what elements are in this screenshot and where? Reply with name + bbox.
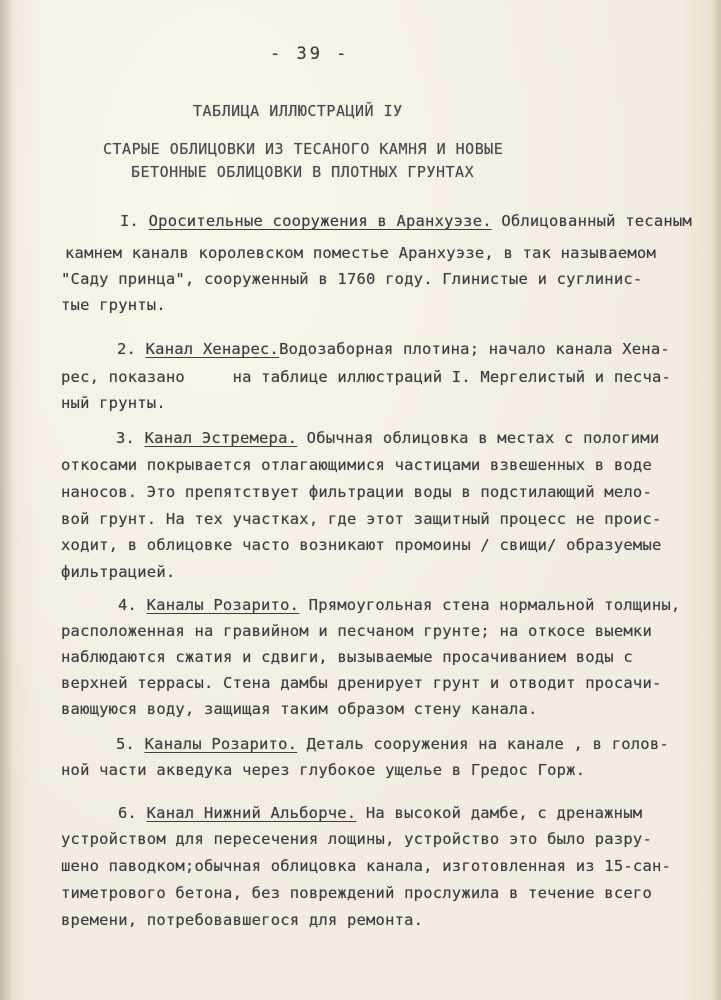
paragraph-3-line-6: фильтрацией. (61, 563, 176, 581)
paragraph-2-line-1 (117, 340, 670, 358)
paragraph-2-line-3: ный грунты. (61, 394, 166, 412)
paragraph-1-line-1 (120, 212, 692, 230)
paragraph-6-line-5: времени, потребовавшегося для ремонта. (61, 911, 424, 929)
binding-shadow (0, 0, 14, 1000)
subtitle-line-2: БЕТОННЫЕ ОБЛИЦОВКИ В ПЛОТНЫХ ГРУНТАХ (131, 163, 475, 181)
paragraph-5-text: Деталь сооружения на канале , в голов- (297, 735, 669, 753)
paragraph-3-text: Обычная облицовка в местах с пологими (297, 429, 660, 447)
paragraph-4-number: 4. (118, 596, 138, 614)
table-title: ТАБЛИЦА ИЛЛЮСТРАЦИЙ IУ (193, 102, 403, 120)
paragraph-5-line-2: ной части акведука через глубокое ущелье в Гредос Горж. (61, 761, 586, 779)
paragraph-3-line-5: ходит, в облицовке часто возникают промоины / свищи/ образуемые (61, 536, 662, 554)
paragraph-1-text: Облицованный тесаным (491, 212, 692, 230)
paragraph-1-line-2: камнем каналв королевском поместье Аранхуэзе, в так называемом (65, 244, 656, 262)
paragraph-5-number: 5. (116, 735, 136, 753)
paragraph-6-line-3: шено паводком;обычная облицовка канала, изготовленная из 15-сан- (61, 857, 672, 875)
paragraph-6-line-4: тиметрового бетона, без повреждений прослужила в течение всего (61, 884, 652, 902)
paragraph-4-line-2: расположенная на гравийном и песчаном грунте; на откосе выемки (61, 622, 652, 640)
paragraph-6-title: Канал Нижний Альборче. (146, 804, 357, 822)
paragraph-1-title: Оросительные сооружения в Аранхуэзе. (148, 212, 492, 230)
paragraph-6-line-1 (118, 804, 642, 822)
paragraph-3-title: Канал Эстремера. (144, 429, 298, 447)
paragraph-4-line-5: вающуюся воду, защищая таким образом стену канала. (61, 700, 538, 718)
paragraph-3-line-1 (116, 429, 659, 447)
paragraph-3-line-3: наносов. Это препятствует фильтрации воды в подстилающий мело- (61, 483, 652, 501)
paragraph-5-title: Каналы Розарито. (144, 735, 298, 753)
page-edge (711, 0, 721, 1000)
paragraph-6-line-2: устройством для пересечения лощины, устройство это было разру- (61, 830, 652, 848)
paragraph-4-text: Прямоугольная стена нормальной толщины, (299, 596, 681, 614)
subtitle-line-1: СТАРЫЕ ОБЛИЦОВКИ ИЗ ТЕСАНОГО КАМНЯ И НОВЫЕ (103, 140, 504, 158)
paragraph-4-line-4: верхней террасы. Стена дамбы дренирует грунт и отводит просачи- (61, 674, 662, 692)
paragraph-4-line-1 (118, 596, 680, 614)
paragraph-3-number: 3. (116, 429, 136, 447)
paragraph-2-line-2: рес, показано на таблице иллюстраций I. Мергелистый и песча- (61, 368, 672, 386)
paragraph-2-title: Канал Хенарес. (145, 340, 280, 358)
paragraph-6-text: На высокой дамбе, с дренажным (356, 804, 643, 822)
paragraph-2-text: Водозаборная плотина; начало канала Хена- (279, 340, 670, 358)
paragraph-5-line-1 (116, 735, 669, 753)
paragraph-1-line-4: тые грунты. (61, 296, 166, 314)
paragraph-1-line-3: "Саду принца", сооруженный в 1760 году. Глинистые и суглинис- (61, 270, 643, 288)
paragraph-3-line-4: вой грунт. На тех участках, где этот защитный процесс не проис- (61, 510, 662, 528)
page-number: - 39 - (270, 44, 350, 64)
paragraph-4-line-3: наблюдаются сжатия и сдвиги, вызываемые просачиванием воды с (61, 648, 633, 666)
paragraph-3-line-2: откосами покрывается отлагающимися частицами взвешенных в воде (61, 456, 652, 474)
paragraph-2-number: 2. (117, 340, 137, 358)
paragraph-6-number: 6. (118, 804, 138, 822)
paragraph-1-number: I. (120, 212, 140, 230)
paragraph-4-title: Каналы Розарито. (146, 596, 300, 614)
